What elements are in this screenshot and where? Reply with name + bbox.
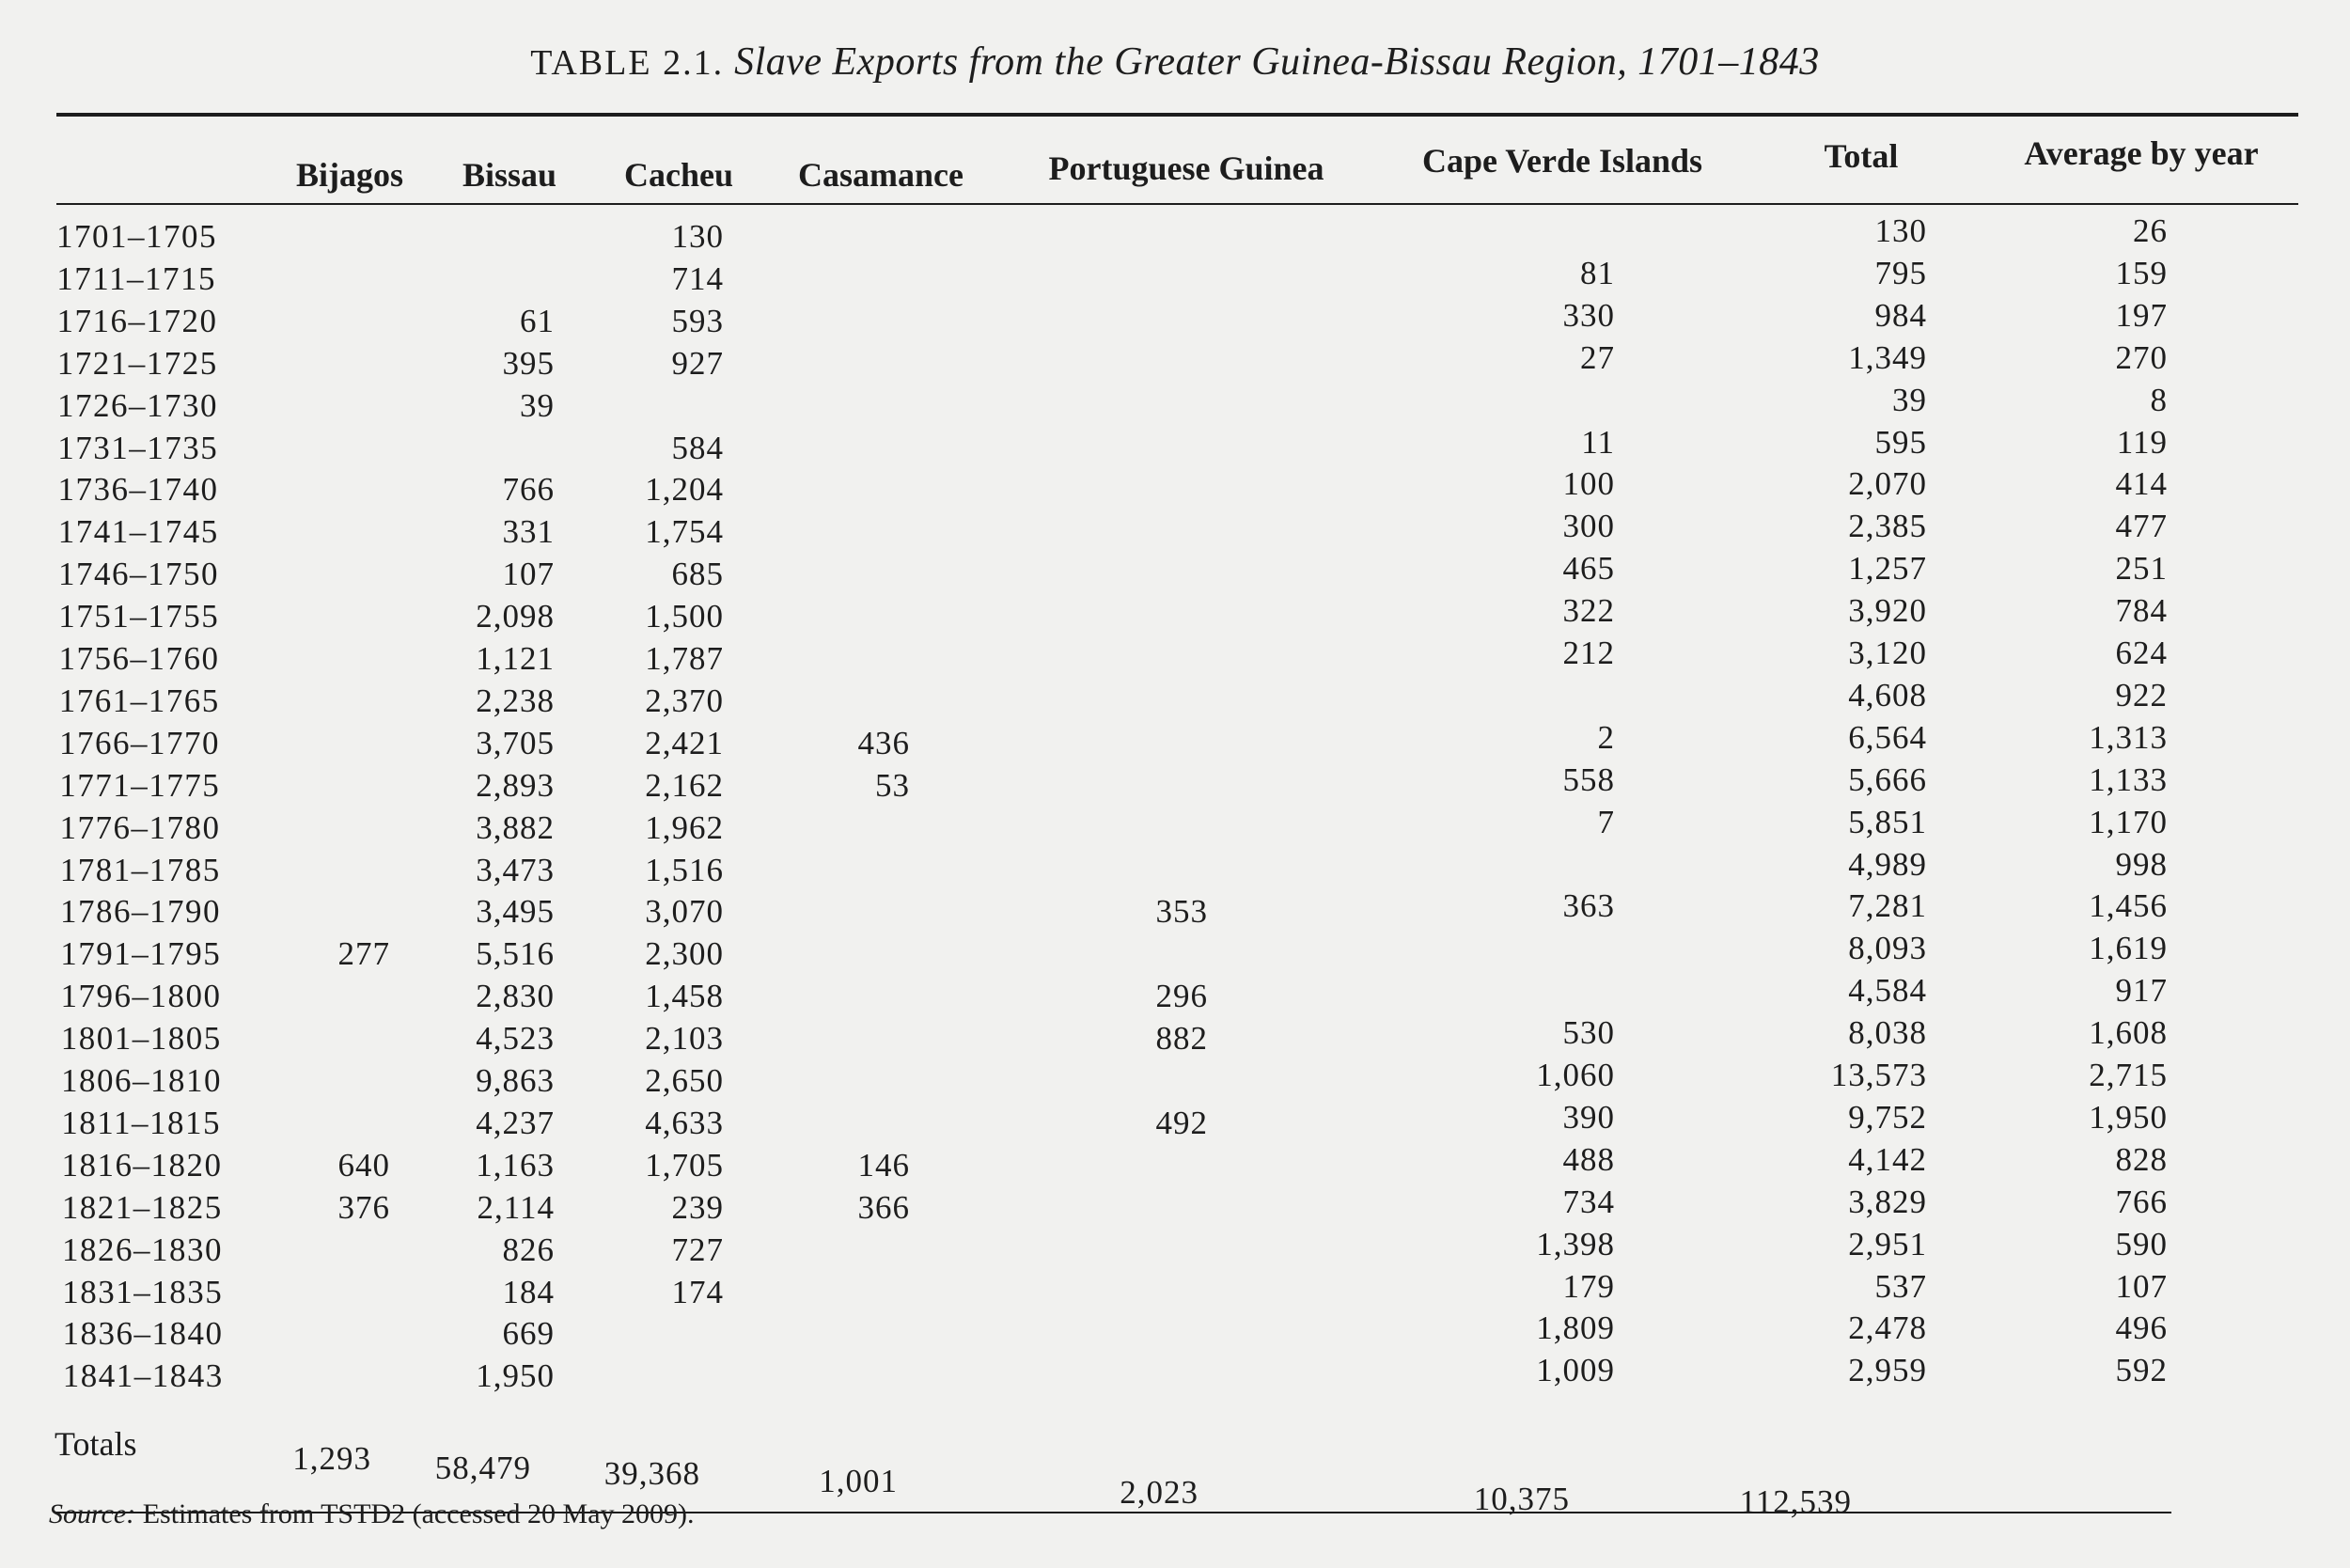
cell-bissau: 9,863: [476, 1062, 555, 1099]
row-period: 1766–1770: [59, 724, 220, 761]
row-period: 1836–1840: [62, 1315, 224, 1353]
cell-cacheu: 2,300: [645, 935, 724, 973]
cell-bissau: 395: [502, 344, 555, 382]
cell-cacheu: 2,421: [645, 724, 724, 761]
header-rule: [56, 203, 2298, 205]
cell-total: 3,120: [1848, 635, 1927, 671]
cell-average-by-year: 828: [2115, 1140, 2168, 1178]
row-period: 1841–1843: [62, 1357, 224, 1395]
cell-total: 2,959: [1848, 1352, 1927, 1389]
cell-portuguese-guinea: 353: [1155, 893, 1208, 931]
cell-average-by-year: 1,619: [2089, 930, 2168, 967]
cell-cape-verde-islands: 7: [1597, 803, 1615, 840]
row-period: 1736–1740: [57, 471, 219, 509]
cell-cape-verde-islands: 1,060: [1536, 1057, 1615, 1093]
cell-cape-verde-islands: 212: [1562, 635, 1615, 671]
cell-total: 4,584: [1848, 972, 1927, 1010]
row-period: 1791–1795: [60, 935, 222, 973]
cell-bissau: 2,830: [476, 978, 555, 1015]
cell-portuguese-guinea: 492: [1155, 1104, 1208, 1141]
cell-cacheu: 685: [671, 556, 724, 593]
cell-cape-verde-islands: 179: [1562, 1267, 1615, 1305]
row-period: 1726–1730: [57, 386, 218, 424]
cell-total: 13,573: [1830, 1057, 1927, 1093]
cell-average-by-year: 107: [2115, 1267, 2168, 1305]
cell-cape-verde-islands: 300: [1562, 508, 1615, 545]
row-period: 1781–1785: [59, 851, 221, 888]
cell-bissau: 184: [502, 1273, 555, 1310]
cell-total: 3,829: [1848, 1183, 1927, 1220]
total-total: 112,539: [1739, 1483, 1852, 1520]
cell-cape-verde-islands: 465: [1562, 550, 1615, 588]
cell-average-by-year: 414: [2115, 465, 2168, 503]
cell-bissau: 1,121: [476, 640, 555, 677]
cell-total: 595: [1874, 423, 1927, 461]
cell-average-by-year: 251: [2115, 550, 2168, 588]
cell-bissau: 3,882: [476, 808, 555, 846]
source-note: [49, 1498, 695, 1530]
total-bissau: 58,479: [434, 1450, 531, 1486]
row-period: 1731–1735: [57, 429, 219, 466]
total-cacheu: 39,368: [603, 1455, 700, 1492]
cell-average-by-year: 998: [2115, 845, 2168, 883]
row-period: 1716–1720: [56, 302, 218, 339]
cell-cacheu: 1,458: [645, 978, 724, 1015]
cell-average-by-year: 1,608: [2089, 1014, 2168, 1052]
total-casamance: 1,001: [819, 1463, 898, 1499]
column-header-cape-verde-islands: Cape Verde Islands: [1421, 142, 1703, 180]
cell-average-by-year: 159: [2115, 254, 2168, 291]
cell-total: 9,752: [1848, 1098, 1927, 1136]
cell-cacheu: 584: [671, 429, 724, 466]
row-period: 1831–1835: [62, 1273, 224, 1310]
column-header-average-by-year: Average by year: [2024, 134, 2259, 172]
cell-total: 5,666: [1848, 760, 1927, 798]
cell-cape-verde-islands: 363: [1562, 887, 1615, 925]
column-header-total: Total: [1824, 137, 1899, 175]
cell-average-by-year: 784: [2115, 592, 2168, 630]
cell-total: 6,564: [1848, 718, 1927, 756]
cell-cacheu: 593: [671, 302, 724, 339]
table-label: TABLE 2.1.: [530, 43, 725, 83]
cell-total: 2,070: [1848, 465, 1927, 503]
row-period: 1751–1755: [58, 598, 220, 635]
cell-bijagos: 640: [337, 1146, 390, 1184]
source-text: Estimates from TSTD2 (accessed 20 May 2009).: [142, 1498, 695, 1529]
cell-cacheu: 714: [671, 259, 724, 297]
cell-average-by-year: 26: [2133, 212, 2168, 249]
cell-cacheu: 130: [671, 218, 724, 255]
cell-bissau: 2,114: [477, 1188, 555, 1226]
cell-cape-verde-islands: 1,809: [1536, 1309, 1615, 1347]
cell-total: 1,349: [1848, 338, 1927, 376]
cell-bissau: 3,473: [476, 851, 555, 888]
cell-total: 5,851: [1848, 803, 1927, 840]
total-portuguese-guinea: 2,023: [1120, 1474, 1198, 1511]
row-period: 1741–1745: [57, 513, 219, 551]
cell-total: 795: [1874, 254, 1927, 291]
row-period: 1761–1765: [58, 682, 220, 719]
cell-bijagos: 277: [337, 935, 390, 973]
cell-cacheu: 2,370: [645, 682, 724, 719]
totals-label: Totals: [55, 1425, 137, 1463]
cell-total: 4,608: [1848, 676, 1927, 713]
cell-bissau: 3,705: [476, 724, 555, 761]
row-period: 1816–1820: [61, 1146, 223, 1184]
cell-bissau: 5,516: [476, 935, 555, 973]
cell-average-by-year: 477: [2115, 508, 2168, 545]
cell-cape-verde-islands: 390: [1562, 1098, 1615, 1136]
cell-average-by-year: 766: [2115, 1183, 2168, 1220]
row-period: 1721–1725: [56, 344, 218, 382]
cell-cape-verde-islands: 81: [1580, 254, 1615, 291]
cell-bissau: 669: [502, 1315, 555, 1353]
cell-average-by-year: 1,950: [2089, 1098, 2168, 1136]
row-period: 1776–1780: [59, 808, 221, 846]
row-period: 1826–1830: [62, 1231, 223, 1268]
top-rule: [56, 113, 2298, 117]
cell-bissau: 4,523: [476, 1020, 555, 1058]
cell-bissau: 2,238: [476, 682, 555, 719]
cell-cape-verde-islands: 558: [1562, 760, 1615, 798]
row-period: 1811–1815: [61, 1104, 221, 1141]
cell-average-by-year: 197: [2115, 296, 2168, 334]
cell-bissau: 826: [502, 1231, 555, 1268]
cell-cacheu: 1,754: [645, 513, 724, 551]
row-period: 1821–1825: [61, 1188, 223, 1226]
row-period: 1756–1760: [58, 640, 220, 677]
row-period: 1746–1750: [58, 556, 219, 593]
cell-total: 2,385: [1848, 508, 1927, 545]
cell-cacheu: 727: [671, 1231, 724, 1268]
total-cape-verde-islands: 10,375: [1473, 1481, 1570, 1517]
row-period: 1796–1800: [60, 978, 222, 1015]
cell-casamance: 366: [857, 1188, 910, 1226]
row-period: 1711–1715: [56, 259, 216, 297]
cell-cape-verde-islands: 11: [1581, 423, 1615, 461]
cell-bissau: 331: [502, 513, 555, 551]
column-header-bijagos: Bijagos: [295, 156, 403, 194]
column-header-portuguese-guinea: Portuguese Guinea: [1048, 149, 1324, 187]
cell-cacheu: 1,962: [645, 808, 724, 846]
cell-bissau: 107: [502, 556, 555, 593]
cell-cape-verde-islands: 322: [1562, 592, 1615, 630]
cell-total: 130: [1874, 212, 1927, 249]
row-period: 1771–1775: [59, 766, 221, 804]
cell-cape-verde-islands: 27: [1580, 338, 1615, 376]
cell-cacheu: 1,516: [645, 851, 724, 888]
cell-cape-verde-islands: 488: [1562, 1140, 1615, 1178]
cell-cacheu: 927: [671, 344, 724, 382]
cell-cape-verde-islands: 530: [1562, 1014, 1615, 1052]
cell-total: 537: [1874, 1267, 1927, 1305]
cell-casamance: 53: [875, 766, 910, 804]
cell-cacheu: 2,162: [645, 766, 724, 804]
cell-average-by-year: 496: [2115, 1309, 2168, 1347]
row-period: 1801–1805: [60, 1020, 222, 1058]
cell-total: 984: [1874, 296, 1927, 334]
cell-portuguese-guinea: 296: [1155, 978, 1208, 1015]
row-period: 1786–1790: [60, 893, 221, 931]
column-header-bissau: Bissau: [462, 156, 557, 194]
cell-average-by-year: 1,456: [2089, 887, 2168, 925]
cell-bissau: 2,893: [476, 766, 555, 804]
cell-total: 4,989: [1848, 845, 1927, 883]
cell-cacheu: 239: [671, 1188, 724, 1226]
column-header-casamance: Casamance: [798, 156, 964, 194]
cell-bissau: 1,163: [476, 1146, 555, 1184]
table-caption: [0, 39, 2350, 85]
cell-total: 7,281: [1848, 887, 1927, 925]
cell-cacheu: 3,070: [645, 893, 724, 931]
cell-average-by-year: 590: [2115, 1225, 2168, 1262]
cell-average-by-year: 119: [2116, 423, 2168, 461]
source-label: Source:: [49, 1498, 136, 1529]
cell-portuguese-guinea: 882: [1155, 1020, 1208, 1058]
cell-bissau: 4,237: [476, 1104, 555, 1141]
column-header-cacheu: Cacheu: [624, 156, 733, 194]
cell-bissau: 61: [520, 302, 555, 339]
cell-cape-verde-islands: 1,398: [1536, 1225, 1615, 1262]
cell-total: 1,257: [1848, 550, 1927, 588]
cell-total: 39: [1892, 381, 1927, 418]
cell-bissau: 39: [520, 386, 555, 424]
cell-cacheu: 174: [671, 1273, 724, 1310]
cell-total: 8,038: [1848, 1014, 1927, 1052]
cell-casamance: 146: [857, 1146, 910, 1184]
cell-average-by-year: 8: [2150, 381, 2168, 418]
cell-cape-verde-islands: 1,009: [1536, 1352, 1615, 1389]
cell-bissau: 3,495: [476, 893, 555, 931]
cell-cacheu: 1,500: [645, 598, 724, 635]
row-period: 1806–1810: [61, 1062, 222, 1099]
cell-cacheu: 4,633: [645, 1104, 724, 1141]
cell-cacheu: 1,204: [645, 471, 724, 509]
cell-cape-verde-islands: 330: [1562, 296, 1615, 334]
cell-average-by-year: 592: [2115, 1352, 2168, 1389]
cell-total: 4,142: [1848, 1140, 1927, 1178]
cell-total: 3,920: [1848, 592, 1927, 630]
cell-cape-verde-islands: 2: [1597, 718, 1615, 756]
cell-cacheu: 1,705: [645, 1146, 724, 1184]
cell-cacheu: 1,787: [645, 640, 724, 677]
cell-bissau: 1,950: [476, 1357, 555, 1395]
cell-average-by-year: 1,313: [2089, 718, 2168, 756]
cell-average-by-year: 917: [2115, 972, 2168, 1010]
cell-average-by-year: 922: [2115, 676, 2168, 713]
cell-cacheu: 2,650: [645, 1062, 724, 1099]
total-bijagos: 1,293: [292, 1440, 371, 1477]
cell-average-by-year: 2,715: [2089, 1057, 2168, 1093]
cell-cape-verde-islands: 100: [1562, 465, 1615, 503]
cell-average-by-year: 624: [2115, 635, 2168, 671]
cell-total: 2,951: [1848, 1225, 1927, 1262]
cell-cape-verde-islands: 734: [1562, 1183, 1615, 1220]
cell-total: 8,093: [1848, 930, 1927, 967]
cell-bissau: 766: [502, 471, 555, 509]
cell-bissau: 2,098: [476, 598, 555, 635]
table-title: Slave Exports from the Greater Guinea-Bissau Region, 1701–1843: [734, 40, 1820, 84]
cell-average-by-year: 1,170: [2089, 803, 2168, 840]
cell-total: 2,478: [1848, 1309, 1927, 1347]
cell-cacheu: 2,103: [645, 1020, 724, 1058]
cell-average-by-year: 270: [2115, 338, 2168, 376]
cell-casamance: 436: [857, 724, 910, 761]
row-period: 1701–1705: [56, 218, 217, 255]
cell-bijagos: 376: [337, 1188, 390, 1226]
cell-average-by-year: 1,133: [2089, 760, 2168, 798]
